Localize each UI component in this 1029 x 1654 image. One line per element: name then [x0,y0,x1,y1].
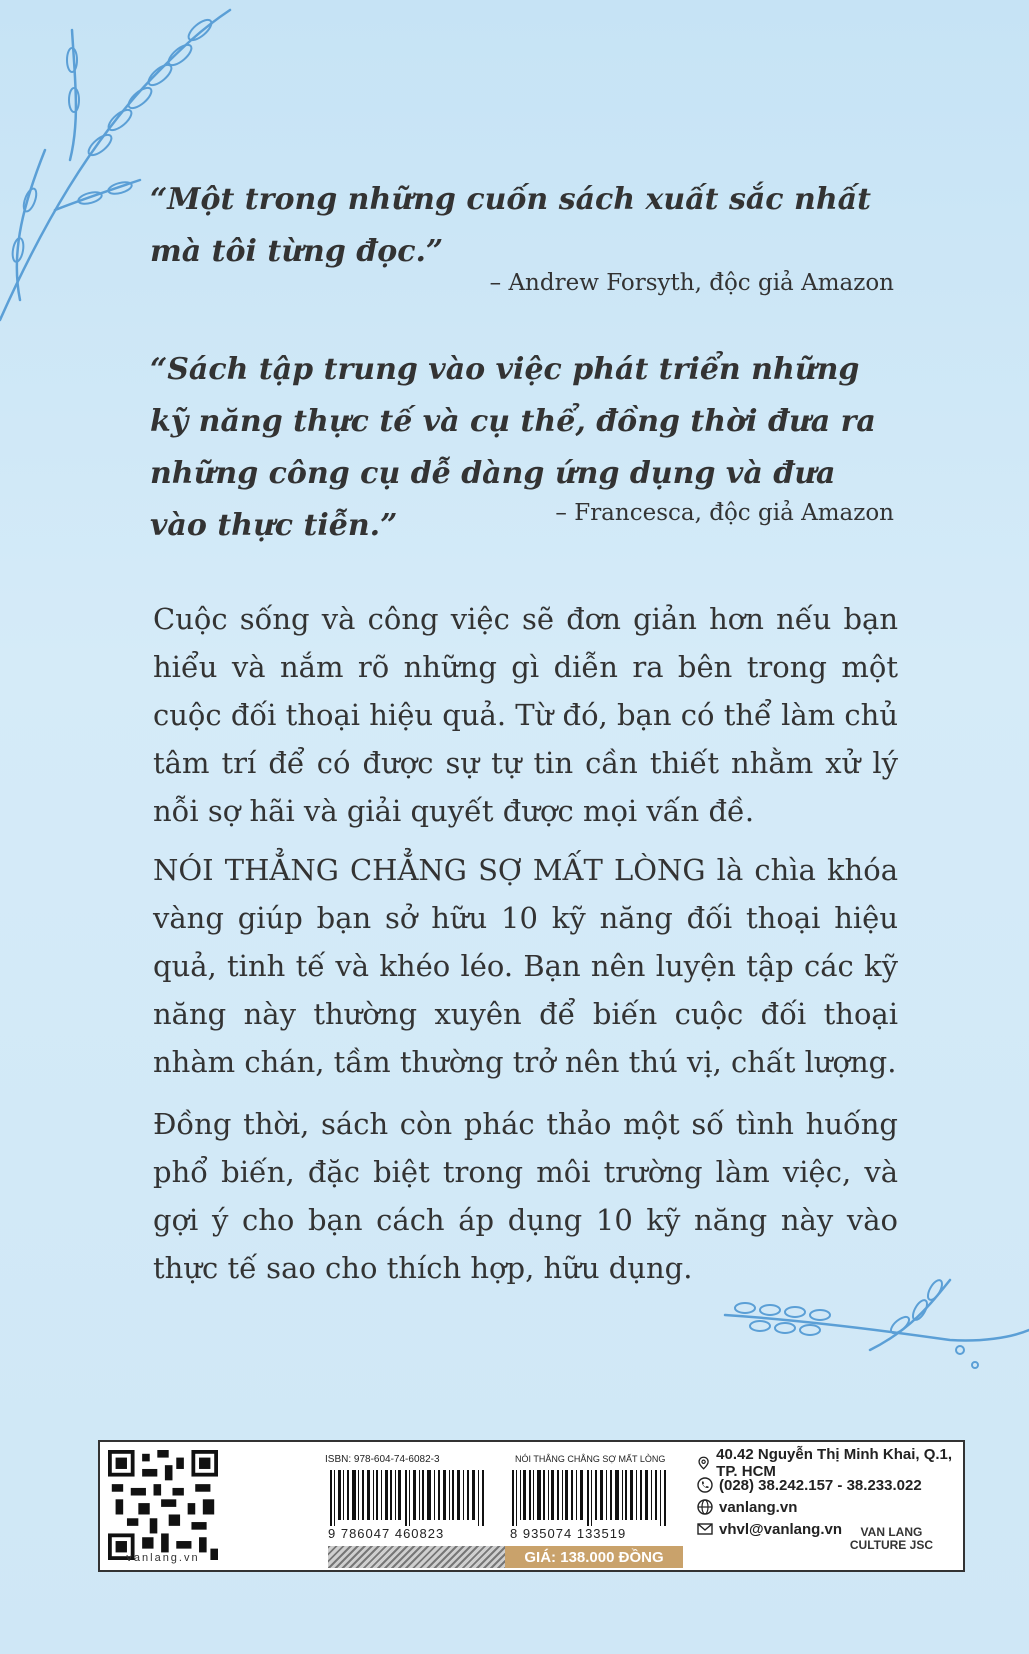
publisher-logo [850,1526,933,1552]
barcode-area [225,1442,680,1570]
quote-2-text: “Sách tập trung vào việc phát triển những kỹ năng thực tế và cụ thể, đồng thời đưa ra những công cụ dễ dàng ứng dụng và đưa vào thực tiễn.” [150,352,876,543]
website-text[interactable]: vanlang.vn [719,1498,798,1516]
back-cover-footer [98,1440,965,1572]
description-paragraph-3: Đồng thời, sách còn phác thảo một số tình huống phổ biến, đặc biệt trong môi trường làm việc, và gợi ý cho bạn cách áp dụng 10 kỹ năng này vào thực tế sao cho thích hợp, hữu dụng. [153,1107,898,1285]
globe-icon [697,1499,713,1515]
address-row [697,1446,963,1480]
isbn-barcode-icon [328,1470,488,1526]
email-text[interactable]: vhvl@vanlang.vn [719,1520,842,1538]
brand-line-2: CULTURE JSC [849,1538,933,1552]
phone-text: (028) 38.242.157 - 38.233.022 [719,1476,922,1494]
qr-code-icon[interactable] [108,1450,218,1560]
brand-line-1: VAN LANG [860,1525,923,1539]
hatch-strip [328,1546,505,1568]
description-paragraph-2: NÓI THẲNG CHẲNG SỢ MẤT LÒNG là chìa khóa vàng giúp bạn sở hữu 10 kỹ năng đối thoại hiệu quả, tinh tế và khéo léo. Bạn nên luyện tập các kỹ năng này thường xuyên để biến cuộc đối thoại nhàm chán, tầm thường trở nên thú vị, chất lượng. [153,853,898,1079]
isbn-barcode-number: 9 786047 460823 [328,1526,445,1541]
qr-label: vanlang.vn [126,1552,200,1564]
address-text: 40.42 Nguyễn Thị Minh Khai, Q.1, TP. HCM [716,1446,953,1480]
website-row [697,1496,963,1518]
product-barcode-icon [510,1470,670,1526]
quote-1-author: – Andrew Forsyth, độc giả Amazon [489,270,894,296]
book-title-label: NÓI THẲNG CHẲNG SỢ MẤT LÒNG [515,1454,666,1464]
phone-icon [697,1477,713,1493]
quote-1-text: “Một trong những cuốn sách xuất sắc nhất mà tôi từng đọc.” [150,182,871,269]
description-paragraph-1: Cuộc sống và công việc sẽ đơn giản hơn nếu bạn hiểu và nắm rõ những gì diễn ra bên trong một cuộc đối thoại hiệu quả. Từ đó, bạn có thể làm chủ tâm trí để có được sự tự tin cần thiết nhằm xử lý nỗi sợ hãi và giải quyết được mọi vấn đề. [153,602,898,828]
quote-2-author: – Francesca, độc giả Amazon [555,500,894,526]
isbn-label: ISBN: 978-604-74-6082-3 [325,1454,440,1465]
location-pin-icon [697,1455,710,1471]
envelope-icon [697,1521,713,1537]
leaf-sprig-top-left-icon [0,0,240,330]
price-label: GIÁ: 138.000 ĐỒNG [505,1546,683,1568]
product-barcode-number: 8 935074 133519 [510,1526,627,1541]
